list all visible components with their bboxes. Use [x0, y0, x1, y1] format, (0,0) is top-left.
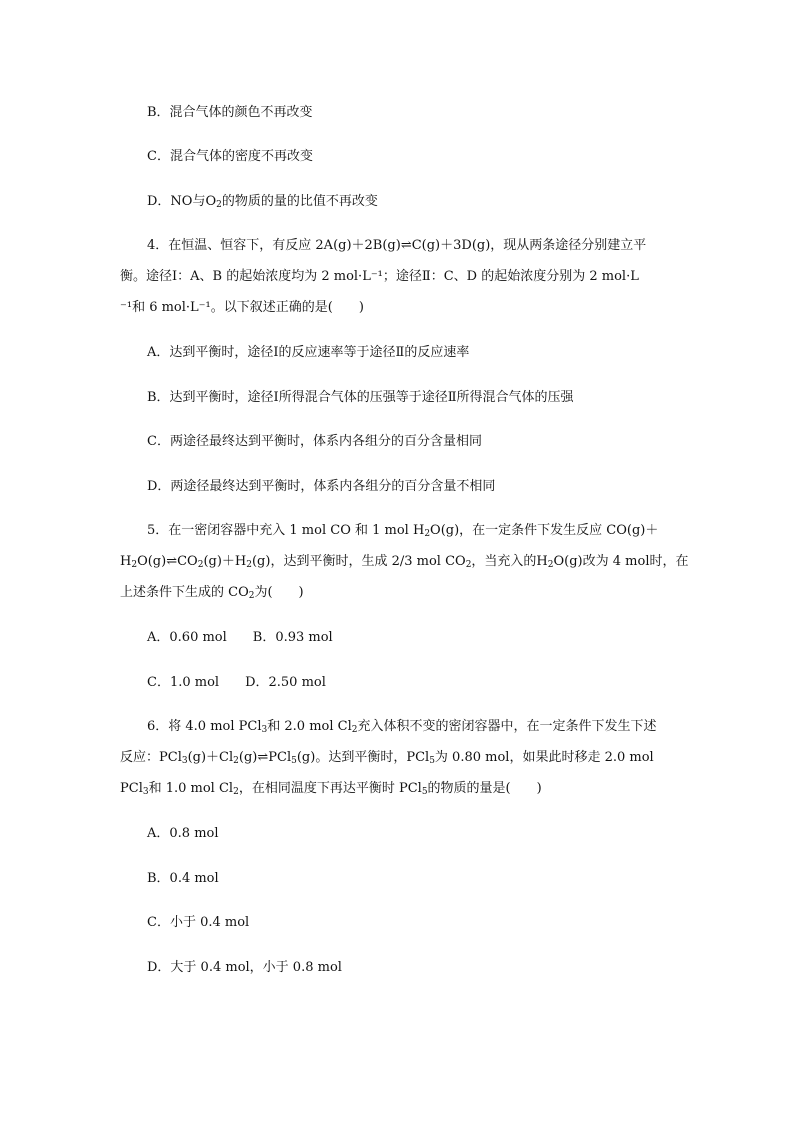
q4-stem-line3: ⁻¹和 6 mol·L⁻¹。以下叙述正确的是( ) — [120, 300, 364, 315]
q6-stem-line2: 反应：$PCl_3(g)+Cl_2(g)\rightleftharpoons PCl_5(g)$。达到平衡时，PCl$_5$为 0.80 mol，如果此时移走 2.0 mol — [120, 750, 654, 766]
q3-option-d: D．NO与$O_2$的物质的量的比值不再改变 — [147, 194, 378, 210]
q4-stem-line2: 衡。途径Ⅰ：A、B 的起始浓度均为 2 mol·L⁻¹；途径Ⅱ：C、D 的起始浓度分别为 2 mol·L — [120, 269, 639, 284]
q3-option-c: C．混合气体的密度不再改变 — [147, 149, 313, 164]
q6-option-b: B．0.4 mol — [147, 871, 219, 886]
q4-option-a: A．达到平衡时，途径Ⅰ的反应速率等于途径Ⅱ的反应速率 — [147, 345, 470, 360]
q6-option-a: A．0.8 mol — [147, 826, 219, 841]
q6-stem-line1: 6．将 4.0 mol PCl$_3$和 2.0 mol $Cl_2$充入体积不变的密闭容器中，在一定条件下发生下述 — [147, 719, 657, 735]
q5-stem-line1: 5．在一密闭容器中充入 1 mol CO 和 1 mol $H_2O(g)$，在一定条件下发生反应 CO(g)＋ — [147, 523, 659, 539]
q4-option-c: C．两途径最终达到平衡时，体系内各组分的百分含量相同 — [147, 434, 482, 449]
q4-stem-line1: 4．在恒温、恒容下，有反应 2A(g)＋2B(g)⇌C(g)＋3D(g)，现从两条途径分别建立平 — [147, 238, 647, 253]
q5-options-ab: A．0.60 mol B．0.93 mol — [147, 630, 333, 645]
q6-stem-line3: PCl$_3$和 1.0 mol $Cl_2$，在相同温度下再达平衡时 PCl$_5$的物质的量是( ) — [120, 781, 542, 797]
q6-option-c: C．小于 0.4 mol — [147, 915, 250, 930]
q4-option-b: B．达到平衡时，途径Ⅰ所得混合气体的压强等于途径Ⅱ所得混合气体的压强 — [147, 390, 574, 405]
q5-stem-line2: $H_2O(g)\rightleftharpoons CO_2(g)+H_2(g)$，达到平衡时，生成 2/3 mol $CO_2$，当充入的$H_2O(g)$改为 4 mol时，在 — [120, 554, 689, 570]
q4-option-d: D．两途径最终达到平衡时，体系内各组分的百分含量不相同 — [147, 479, 496, 494]
q3-option-b: B．混合气体的颜色不再改变 — [147, 105, 313, 120]
q6-option-d: D．大于 0.4 mol，小于 0.8 mol — [147, 960, 342, 975]
q5-options-cd: C．1.0 mol D．2.50 mol — [147, 675, 326, 690]
q5-stem-line3: 上述条件下生成的 $CO_2$为( ) — [120, 585, 304, 601]
